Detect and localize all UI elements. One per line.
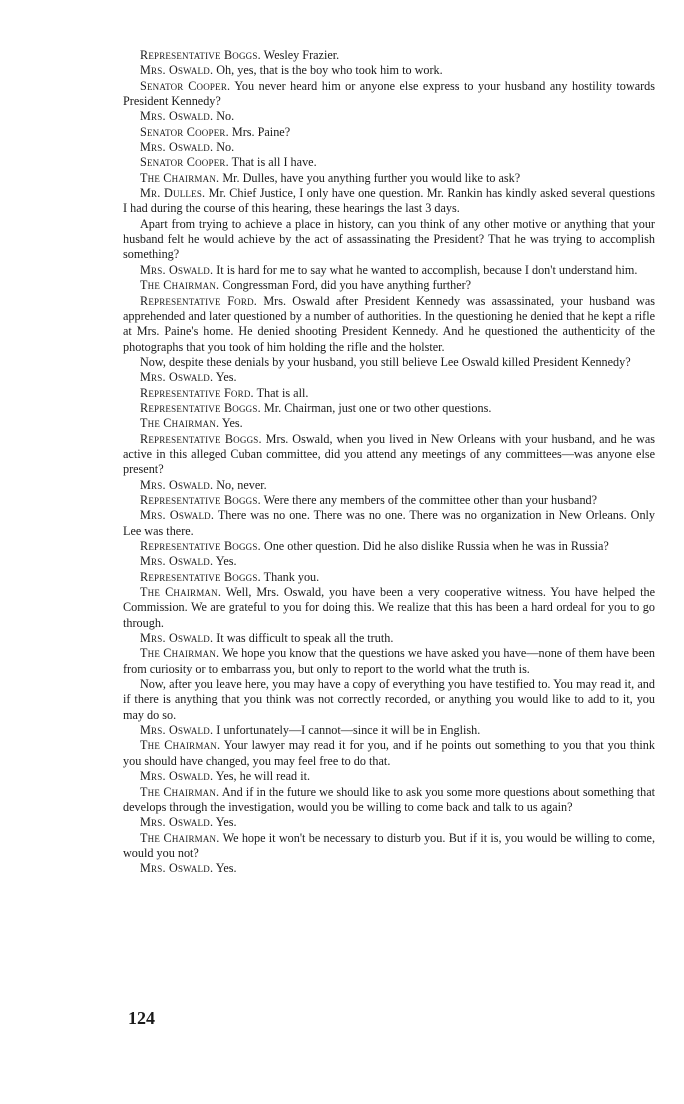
testimony-paragraph: [123, 769, 655, 784]
speaker-name: Mrs. Oswald.: [140, 815, 214, 830]
testimony-paragraph: [123, 79, 655, 110]
speaker-name: Senator Cooper.: [140, 124, 229, 139]
testimony-paragraph: [123, 140, 655, 155]
speech-text: Wesley Frazier.: [263, 48, 340, 62]
speech-text: Now, despite these denials by your husband, you still believe Lee Oswald killed President Kennedy?: [140, 354, 631, 369]
speech-text: It is hard for me to say what he wanted to accomplish, because I don't understand him.: [216, 262, 638, 277]
page-number: 124: [128, 1008, 155, 1028]
testimony-paragraph: [123, 355, 655, 370]
speech-text: Mrs. Paine?: [231, 124, 291, 139]
testimony-paragraph: [123, 723, 655, 738]
testimony-paragraph: [123, 125, 655, 140]
speaker-name: Mrs. Oswald.: [140, 769, 214, 784]
speech-text: Well, Mrs. Oswald, you have been a very cooperative witness. You have helped the Commission. We are grateful to you for doing this. We realize that this has been a hard ordeal for you to go through.: [123, 585, 656, 630]
testimony-paragraph: [123, 570, 655, 585]
speaker-name: Representative Boggs.: [140, 400, 261, 415]
speaker-name: Mrs. Oswald.: [140, 723, 214, 738]
testimony-paragraph: [123, 186, 655, 217]
speech-text: You never heard him or anyone else express to your husband any hostility towards President Kennedy?: [123, 78, 656, 109]
speech-text: We hope you know that the questions we have asked you have—none of them have been from curiosity or to embarrass you, but only to report to the world what the truth is.: [123, 646, 656, 676]
testimony-paragraph: [123, 278, 655, 293]
testimony-paragraph: [123, 416, 655, 431]
testimony-paragraph: [123, 217, 655, 263]
page-body: [123, 48, 655, 877]
speech-text: Yes, he will read it.: [215, 769, 311, 784]
speech-text: That is all I have.: [231, 155, 317, 170]
testimony-paragraph: [123, 677, 655, 723]
testimony-paragraph: [123, 631, 655, 646]
speaker-name: Senator Cooper.: [140, 78, 231, 93]
testimony-paragraph: [123, 432, 655, 478]
speech-text: No.: [216, 140, 235, 155]
speech-text: One other question. Did he also dislike Russia when he was in Russia?: [263, 539, 609, 553]
testimony-paragraph: [123, 493, 655, 508]
testimony-paragraph: [123, 585, 655, 631]
testimony-paragraph: [123, 48, 655, 63]
speaker-name: Mrs. Oswald.: [140, 508, 215, 523]
speaker-name: Mrs. Oswald.: [140, 631, 214, 646]
testimony-paragraph: [123, 370, 655, 385]
speaker-name: Mr. Dulles.: [140, 186, 206, 201]
speaker-name: Representative Ford.: [140, 385, 254, 400]
speech-text: Oh, yes, that is the boy who took him to work.: [216, 63, 443, 78]
speech-text: Yes.: [215, 370, 237, 385]
speech-text: Mr. Dulles, have you anything further you would like to ask?: [222, 170, 521, 185]
testimony-paragraph: [123, 263, 655, 278]
speech-text: Mr. Chairman, just one or two other questions.: [263, 400, 492, 415]
speech-text: Mrs. Oswald, when you lived in New Orleans with your husband, and he was active in this alleged Cuban committee, did you attend any meetings of any committees—was anyone else present?: [123, 431, 655, 477]
speaker-name: Mrs. Oswald.: [140, 63, 214, 78]
speaker-name: Representative Boggs.: [140, 492, 261, 507]
testimony-paragraph: [123, 539, 655, 554]
speaker-name: Representative Ford.: [140, 293, 258, 308]
speaker-name: Representative Boggs.: [140, 569, 261, 584]
speaker-name: The Chairman.: [140, 416, 220, 431]
speech-text: Yes.: [215, 815, 237, 830]
speaker-name: The Chairman.: [140, 738, 221, 753]
testimony-paragraph: [123, 401, 655, 416]
speech-text: Apart from trying to achieve a place in history, can you think of any other motive or anything that your husband felt he would achieve by the act of assassinating the President? That he was trying to accomplish something?: [123, 216, 655, 262]
testimony-paragraph: [123, 861, 655, 876]
testimony-paragraph: [123, 554, 655, 569]
speech-text: And if in the future we should like to ask you some more questions about something that develops through the investigation, would you be willing to come back and talk to us again?: [123, 784, 656, 814]
speaker-name: The Chairman.: [140, 170, 220, 185]
testimony-paragraph: [123, 478, 655, 493]
testimony-paragraph: [123, 508, 655, 539]
speaker-name: Mrs. Oswald.: [140, 140, 214, 155]
speaker-name: Representative Boggs.: [140, 48, 261, 62]
speech-text: No.: [216, 109, 235, 124]
testimony-paragraph: [123, 109, 655, 124]
speaker-name: Mrs. Oswald.: [140, 262, 214, 277]
testimony-paragraph: [123, 815, 655, 830]
speech-text: Were there any members of the committee other than your husband?: [263, 492, 598, 507]
testimony-paragraph: [123, 63, 655, 78]
speaker-name: Senator Cooper.: [140, 155, 229, 170]
speaker-name: Mrs. Oswald.: [140, 477, 214, 492]
speech-text: Congressman Ford, did you have anything further?: [222, 278, 472, 293]
speaker-name: Mrs. Oswald.: [140, 861, 214, 876]
speech-text: That is all.: [256, 385, 309, 400]
testimony-paragraph: [123, 155, 655, 170]
speaker-name: The Chairman.: [140, 830, 220, 845]
speech-text: Thank you.: [263, 569, 320, 584]
speaker-name: Mrs. Oswald.: [140, 370, 214, 385]
speech-text: There was no one. There was no one. There was no organization in New Orleans. Only Lee was there.: [123, 508, 656, 538]
speech-text: Yes.: [215, 861, 237, 876]
testimony-paragraph: [123, 738, 655, 769]
testimony-paragraph: [123, 831, 655, 862]
speaker-name: Representative Boggs.: [140, 539, 261, 553]
speaker-name: Mrs. Oswald.: [140, 554, 214, 569]
testimony-paragraph: [123, 646, 655, 677]
speech-text: I unfortunately—I cannot—since it will be in English.: [216, 723, 481, 738]
testimony-paragraph: [123, 171, 655, 186]
speech-text: It was difficult to speak all the truth.: [216, 631, 394, 646]
speech-text: Yes.: [221, 416, 243, 431]
speech-text: Mrs. Oswald after President Kennedy was assassinated, your husband was apprehended and later questioned by a number of authorities. In the questioning he denied that he kept a rifle at Mrs. Paine's home. He denied shooting President Kennedy. And he questioned the authenticity of the photographs that you took of him holding the rifle and the holster.: [123, 293, 656, 354]
speech-text: Now, after you leave here, you may have a copy of everything you have testified to. You may read it, and if there is anything that you think was not correctly recorded, or anything you would like to add to it, you may do so.: [123, 677, 655, 722]
speaker-name: The Chairman.: [140, 784, 220, 799]
speaker-name: The Chairman.: [140, 646, 220, 661]
speaker-name: The Chairman.: [140, 278, 220, 293]
testimony-paragraph: [123, 785, 655, 816]
speech-text: We hope it won't be necessary to disturb you. But if it is, you would be willing to come, would you not?: [123, 830, 656, 860]
testimony-paragraph: [123, 294, 655, 355]
speaker-name: Mrs. Oswald.: [140, 109, 214, 124]
speech-text: Mr. Chief Justice, I only have one question. Mr. Rankin has kindly asked several questions I had during the course of this hearing, these hearings the last 3 days.: [123, 186, 655, 216]
speech-text: Your lawyer may read it for you, and if he points out something to you that you think you should have changed, you may feel free to do that.: [123, 738, 655, 768]
speaker-name: The Chairman.: [140, 585, 222, 600]
testimony-paragraph: [123, 386, 655, 401]
speech-text: Yes.: [215, 554, 237, 569]
speaker-name: Representative Boggs.: [140, 431, 262, 446]
speech-text: No, never.: [216, 477, 267, 492]
